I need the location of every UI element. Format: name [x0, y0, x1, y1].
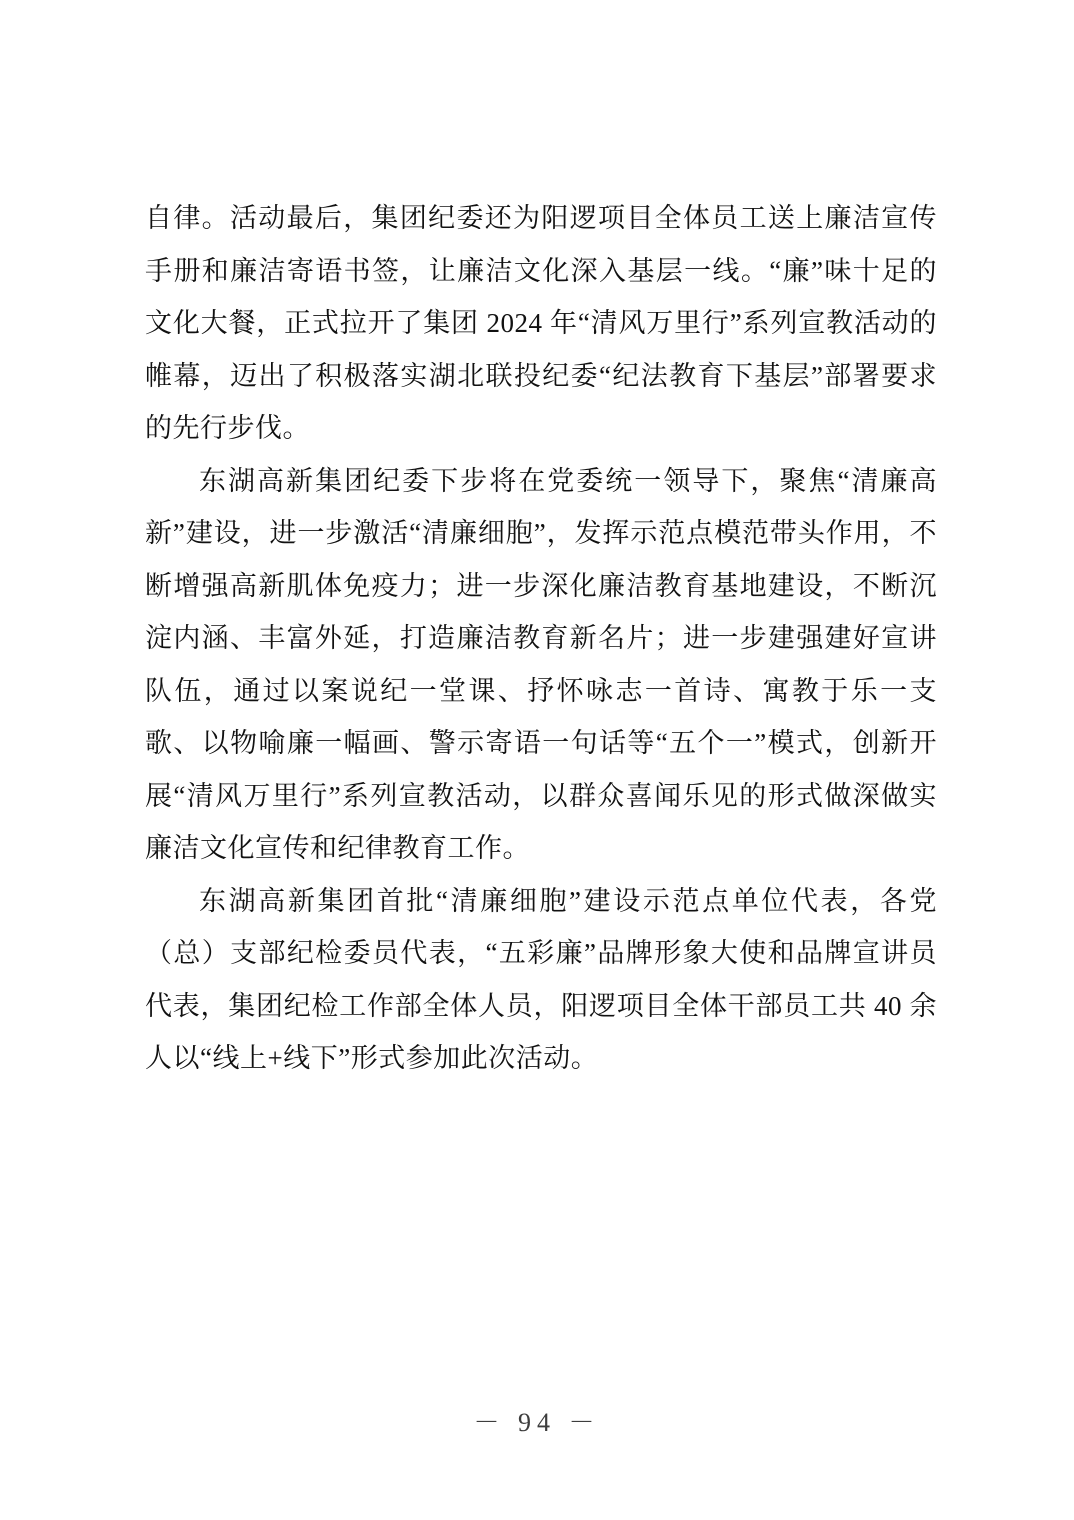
paragraph: 东湖高新集团首批“清廉细胞”建设示范点单位代表，各党（总）支部纪检委员代表，“五彩廉”品牌形象大使和品牌宣讲员代表，集团纪检工作部全体人员，阳逻项目全体干部员工共 40 余人以“线上+线下”形式参加此次活动。 [145, 885, 937, 1073]
paragraph-continuation: 自律。活动最后，集团纪委还为阳逻项目全体员工送上廉洁宣传手册和廉洁寄语书签，让廉洁文化深入基层一线。“廉”味十足的文化大餐，正式拉开了集团 2024 年“清风万里行”系列宣教活动的帷幕，迈出了积极落实湖北联投纪委“纪法教育下基层”部署要求的先行步伐。 [145, 203, 937, 443]
paragraph: 东湖高新集团纪委下步将在党委统一领导下，聚焦“清廉高新”建设，进一步激活“清廉细胞”，发挥示范点模范带头作用，不断增强高新肌体免疫力；进一步深化廉洁教育基地建设，不断沉淀内涵、丰富外延，打造廉洁教育新名片；进一步建强建好宣讲队伍，通过以案说纪一堂课、抒怀咏志一首诗、寓教于乐一支歌、以物喻廉一幅画、警示寄语一句话等“五个一”模式，创新开展“清风万里行”系列宣教活动，以群众喜闻乐见的形式做深做实廉洁文化宣传和纪律教育工作。 [145, 465, 937, 863]
document-body [145, 192, 937, 1085]
page-footer [0, 1402, 1074, 1439]
page-number: － 94 － [473, 1408, 601, 1437]
